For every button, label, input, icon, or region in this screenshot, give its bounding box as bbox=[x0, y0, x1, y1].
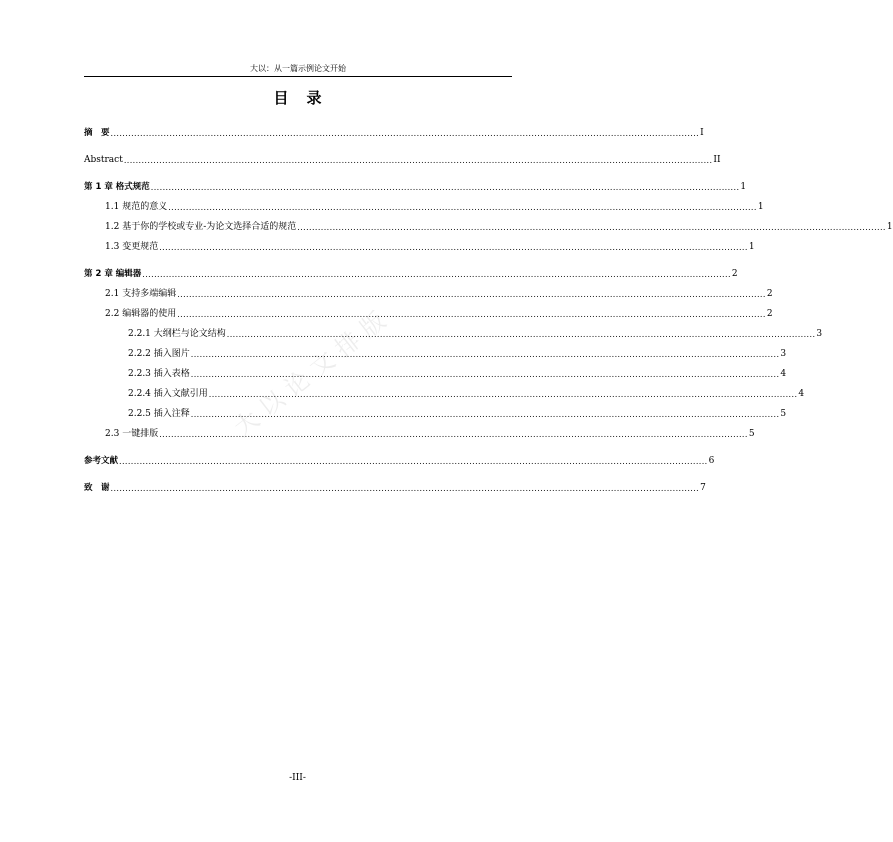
toc-entry-label: 第 2 章 编辑器 bbox=[84, 269, 142, 279]
toc-entry-title bbox=[105, 201, 167, 213]
toc-leader-dots: ........................................................................................................................................................................................................ bbox=[177, 290, 766, 299]
toc-entry-label: 摘 要 bbox=[84, 128, 110, 138]
toc-entry-title bbox=[105, 288, 176, 300]
toc-leader-dots: ........................................................................................................................................................................................................ bbox=[190, 370, 780, 379]
toc-leader-dots: ........................................................................................................................................................................................................ bbox=[150, 183, 740, 192]
toc-entry-label: 编辑器的使用 bbox=[122, 309, 177, 319]
toc-entry-page: 5 bbox=[780, 409, 787, 419]
toc-leader-dots: ........................................................................................................................................................................................................ bbox=[159, 430, 748, 439]
toc-entry-number: 1.1 bbox=[105, 202, 120, 212]
toc-entry-page: 5 bbox=[748, 429, 755, 439]
toc-leader-dots: ........................................................................................................................................................................................................ bbox=[177, 310, 766, 319]
toc-entry-label: Abstract bbox=[84, 155, 123, 165]
toc-leader-dots: ........................................................................................................................................................................................................ bbox=[110, 484, 700, 493]
toc-entry-page: I bbox=[700, 128, 704, 138]
toc-leader-dots: ........................................................................................................................................................................................................ bbox=[142, 270, 731, 279]
toc-entry[interactable] bbox=[128, 388, 805, 400]
toc-entry[interactable] bbox=[84, 482, 706, 494]
toc-entry-title bbox=[105, 241, 158, 253]
toc-entry-title bbox=[84, 268, 141, 280]
toc-entry-title bbox=[84, 181, 150, 193]
toc-entry-label: 规范的意义 bbox=[122, 202, 168, 212]
toc-entry-title bbox=[105, 221, 296, 233]
toc-entry-number: 2.2.3 bbox=[128, 369, 151, 379]
toc-entry-title bbox=[128, 408, 190, 420]
toc-entry[interactable] bbox=[128, 348, 787, 360]
toc-entry-page: 3 bbox=[780, 349, 787, 359]
watermark: 大以论文排版 bbox=[228, 301, 398, 442]
toc-entry-label: 参考文献 bbox=[84, 456, 119, 466]
toc-entry-title bbox=[128, 388, 208, 400]
toc-entry-number: 2.2.5 bbox=[128, 409, 151, 419]
toc-entry-label: 插入文献引用 bbox=[153, 389, 208, 399]
toc-entry[interactable] bbox=[84, 154, 721, 166]
toc-leader-dots: ........................................................................................................................................................................................................ bbox=[208, 390, 798, 399]
toc-entry-number: 2.3 bbox=[105, 429, 120, 439]
toc-entry-page: 1 bbox=[886, 222, 893, 232]
toc-entry[interactable] bbox=[84, 268, 738, 280]
toc-entry[interactable] bbox=[105, 428, 755, 440]
toc-entry-number: 1.2 bbox=[105, 222, 120, 232]
toc-entry-page: 7 bbox=[700, 483, 706, 493]
toc-entry[interactable] bbox=[105, 308, 773, 320]
toc-entry-number: 2.2.2 bbox=[128, 349, 151, 359]
toc-entry-label: 基于你的学校或专业-为论文选择合适的规范 bbox=[122, 222, 297, 232]
toc-entry-number: 1.3 bbox=[105, 242, 120, 252]
toc-entry[interactable] bbox=[105, 241, 755, 253]
toc-entry-number: 2.2.1 bbox=[128, 329, 151, 339]
toc-entry-label: 支持多端编辑 bbox=[122, 289, 177, 299]
toc-entry-page: 4 bbox=[798, 389, 805, 399]
toc-entry[interactable] bbox=[128, 408, 787, 420]
toc-entry-page: 4 bbox=[780, 369, 787, 379]
toc-entry-page: 3 bbox=[816, 329, 823, 339]
toc-entry-title bbox=[105, 428, 158, 440]
toc-entry-page: 2 bbox=[766, 289, 773, 299]
toc-entry-title bbox=[84, 482, 110, 494]
toc-entry[interactable] bbox=[84, 181, 747, 193]
toc-entry-label: 插入表格 bbox=[153, 369, 190, 379]
toc-entry[interactable] bbox=[128, 368, 787, 380]
toc-leader-dots: ........................................................................................................................................................................................................ bbox=[123, 156, 713, 165]
toc-entry-page: 2 bbox=[766, 309, 773, 319]
toc-entry-title bbox=[84, 154, 123, 166]
toc-leader-dots: ........................................................................................................................................................................................................ bbox=[119, 457, 708, 466]
toc-entry-label: 第 1 章 格式规范 bbox=[84, 182, 150, 192]
toc-entry-title bbox=[84, 455, 118, 467]
toc-leader-dots: ........................................................................................................................................................................................................ bbox=[110, 129, 700, 138]
toc-leader-dots: ........................................................................................................................................................................................................ bbox=[190, 410, 780, 419]
toc-entry[interactable] bbox=[128, 328, 823, 340]
toc-leader-dots: ........................................................................................................................................................................................................ bbox=[159, 243, 748, 252]
toc-entry-page: 1 bbox=[757, 202, 764, 212]
toc-leader-dots: ........................................................................................................................................................................................................ bbox=[190, 350, 780, 359]
toc-title-left: 目 bbox=[273, 89, 289, 107]
toc-entry-number: 2.2 bbox=[105, 309, 120, 319]
toc-entry-page: 2 bbox=[731, 269, 738, 279]
toc-leader-dots: ........................................................................................................................................................................................................ bbox=[168, 203, 757, 212]
toc-entry-page: 6 bbox=[708, 456, 715, 466]
toc-entry[interactable] bbox=[105, 221, 893, 233]
toc-entry-title bbox=[128, 328, 226, 340]
toc-entry-title bbox=[84, 127, 110, 139]
toc-entry-title bbox=[128, 368, 190, 380]
toc-entry[interactable] bbox=[105, 288, 773, 300]
toc-entry-label: 大纲栏与论文结构 bbox=[153, 329, 226, 339]
toc-entry-title bbox=[128, 348, 190, 360]
running-header: 大以：从一篇示例论文开始 bbox=[250, 64, 346, 73]
toc-entry-label: 致 谢 bbox=[84, 483, 110, 493]
toc-entry[interactable] bbox=[84, 127, 704, 139]
toc-entry-page: 1 bbox=[740, 182, 747, 192]
toc-entry-number: 2.2.4 bbox=[128, 389, 151, 399]
page-number: -III- bbox=[289, 773, 306, 783]
toc-entry-page: II bbox=[713, 155, 721, 165]
toc-leader-dots: ........................................................................................................................................................................................................ bbox=[297, 223, 886, 232]
toc-leader-dots: ........................................................................................................................................................................................................ bbox=[226, 330, 816, 339]
toc-entry-label: 插入图片 bbox=[153, 349, 190, 359]
toc-entry-page: 1 bbox=[748, 242, 755, 252]
toc-entry-number: 2.1 bbox=[105, 289, 120, 299]
toc-entry-label: 一键排版 bbox=[122, 429, 159, 439]
toc-title-right: 录 bbox=[306, 89, 322, 107]
toc-entry-title bbox=[105, 308, 176, 320]
toc-entry[interactable] bbox=[84, 455, 715, 467]
toc-entry-label: 变更规范 bbox=[122, 242, 159, 252]
toc-entry[interactable] bbox=[105, 201, 764, 213]
toc-entry-label: 插入注释 bbox=[153, 409, 190, 419]
